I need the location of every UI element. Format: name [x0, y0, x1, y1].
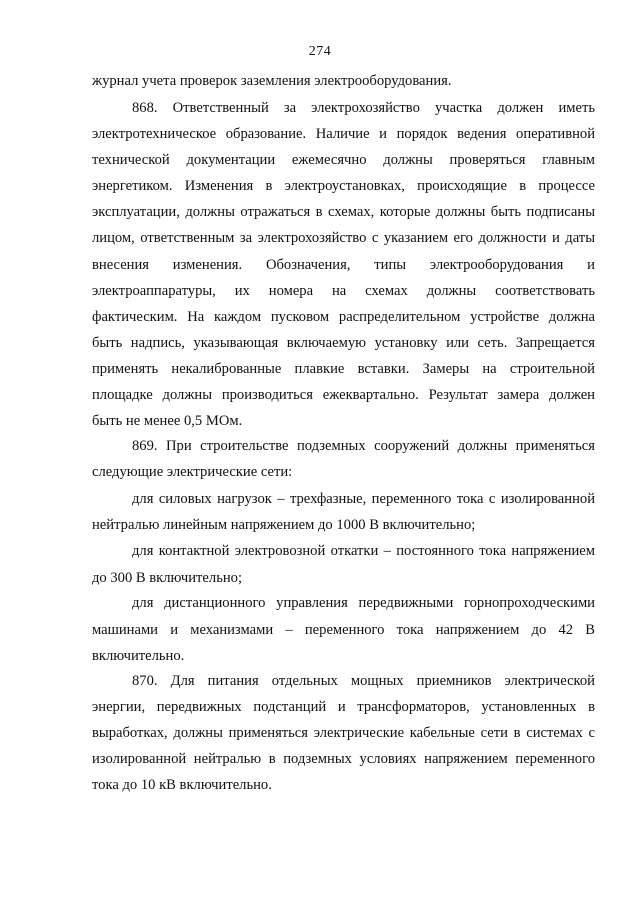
text-line: изолированной нейтралью в подземных условиях напряжением переменного [92, 751, 595, 767]
text-line: следующие электрические сети: [92, 464, 293, 480]
text-line: выработках, должны применяться электрические кабельные сети в системах с [92, 725, 595, 741]
text-line: быть надпись, указывающая включаемую установку или сеть. Запрещается [92, 335, 595, 351]
paragraph-869-first-line: 869. При строительстве подземных сооружений должны применяться [132, 438, 595, 454]
text-line: электротехническое образование. Наличие и порядок ведения оперативной [92, 126, 595, 142]
text-line: включительно. [92, 648, 185, 664]
paragraph-870-first-line: 870. Для питания отдельных мощных приемников электрической [132, 673, 595, 689]
text-line: машинами и механизмами – переменного тока напряжением до 42 В [92, 622, 595, 638]
text-line: фактическим. На каждом пусковом распределительном устройстве должна [92, 309, 595, 325]
text-line: нейтралью линейным напряжением до 1000 В включительно; [92, 517, 476, 533]
text-line: применять некалиброванные плавкие вставки. Замеры на строительной [92, 361, 595, 377]
list-item-first-line: для силовых нагрузок – трехфазные, переменного тока с изолированной [132, 491, 595, 507]
text-line: электроаппаратуры, их номера на схемах должны соответствовать [92, 283, 595, 299]
paragraph-868-first-line: 868. Ответственный за электрохозяйство участка должен иметь [132, 100, 595, 116]
text-line: эксплуатации, должны отражаться в схемах, которые должны быть подписаны [92, 204, 595, 220]
text-line: быть не менее 0,5 МОм. [92, 413, 243, 429]
text-line: энергии, передвижных подстанций и трансформаторов, установленных в [92, 699, 595, 715]
text-line: тока до 10 кВ включительно. [92, 777, 272, 793]
text-line: энергетиком. Изменения в электроустановках, происходящие в процессе [92, 178, 595, 194]
text-line: внесения изменения. Обозначения, типы электрооборудования и [92, 257, 595, 273]
text-line: технической документации ежемесячно должны проверяться главным [92, 152, 595, 168]
list-item-first-line: для контактной электровозной откатки – постоянного тока напряжением [132, 543, 595, 559]
text-line: до 300 В включительно; [92, 570, 243, 586]
page-number: 274 [308, 44, 332, 59]
text-line: площадке должны производиться ежеквартально. Результат замера должен [92, 387, 595, 403]
text-line: журнал учета проверок заземления электрооборудования. [92, 73, 452, 89]
text-line: лицом, ответственным за электрохозяйство с указанием его должности и даты [92, 230, 595, 246]
list-item-first-line: для дистанционного управления передвижными горнопроходческими [132, 595, 595, 611]
